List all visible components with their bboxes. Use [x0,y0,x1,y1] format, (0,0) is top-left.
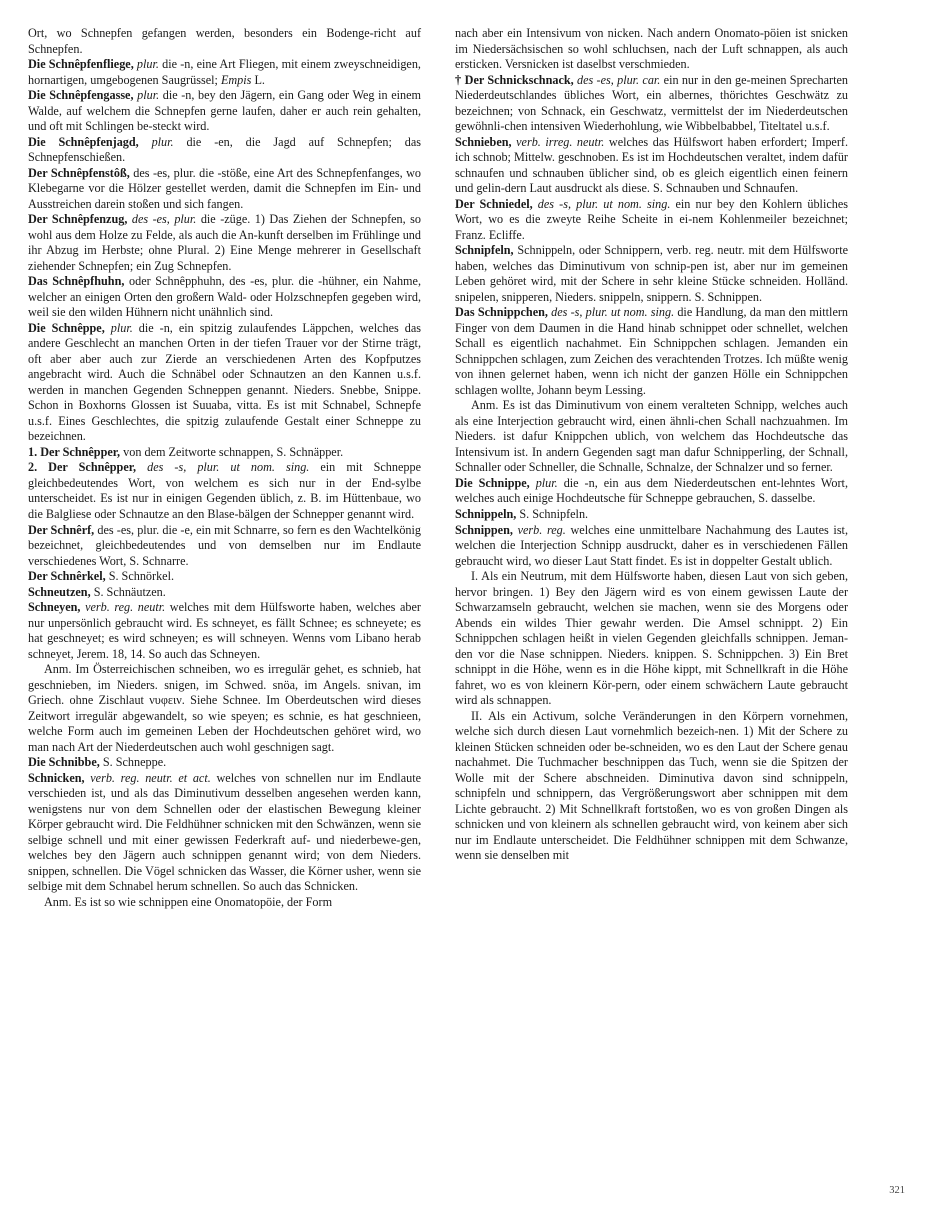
entry-headword: 1. Der Schnêpper, [28,444,121,459]
entry-headword: Das Schnêpfhuhn, [28,274,125,289]
entry-body: von dem Zeitworte schnappen, S. Schnäpper. [120,444,344,459]
entry-headword: Schnippeln, [455,506,517,521]
entry-headword: Schnicken, [28,770,85,785]
dictionary-entry [28,460,421,522]
entry-grammar: plur. [529,475,558,490]
entry-note: Anm. Es ist das Diminutivum von einem veralteten Schnipp, welches auch als eine Interjection gebraucht wird, einen ähnli-chen Schall nachzuahmen. Im Nieders. ist dafur Knippchen ublich, von welchem das Hochdeutsche das Intensivum ist. In andern Gegenden sagt man dafur Schnipperling, der Schnall, Schnaller oder Schneller, die Schnalle, Schnalze, der Schnalzer und so ferner. [455,398,848,475]
entry-grammar: plur. [138,134,174,149]
dictionary-entry [28,321,421,445]
entry-body: welches das Hülfswort haben erfordert; Imperf. ich schnob; Mittelw. geschnoben. Es ist im Hochdeutschen veraltet, indem dafür schnaufen und schnauben üblicher sind, ob es gleich eigentlich einen feinern und gelin-dern Laut ausdruckt als diese. S. Schnauben und Schnaufen. [455,134,848,196]
entry-grammar: plur. [104,320,133,335]
dictionary-entry [455,197,848,244]
entry-grammar: des -s, plur. ut nom. sing. [547,305,675,320]
entry-body: ein mit Schneppe gleichbedeutendes Wort, von welchem es sich nur in der End-sylbe unterscheidet. Es ist nur in einigen Gegenden üblich, z. B. im Hüttenbaue, wo die Balgliese oder Schnautze an den Blase-bälgen der Schnepper genannt wird. [28,460,421,521]
entry-body: welches mit dem Hülfsworte haben, welches aber nur unpersönlich gebraucht wird. Es schneyet, es fällt Schnee; es schneyete; es hat geschneyet; es wird schneyen; es will schneyen. Wenns vom Libano herab schneyet, Jerem. 18, 14. So auch das Schneyen. [28,600,421,661]
dictionary-entry [28,600,421,662]
entry-body: die -züge. 1) Das Ziehen der Schnepfen, so wohl aus dem Holze zu Felde, als auch die An-kunft derselben im Frühlinge und ihr Abzug im Herbste; ohne Plural. 2) Eine Menge mehrerer in Gesellschaft ziehender Schnepfen; ein Zug Schnepfen. [28,212,421,273]
entry-headword: Der Schnêpfenstôß, [28,165,130,180]
dictionary-entry [28,166,421,213]
entry-headword: Das Schnippchen, [455,305,548,320]
entry-headword: Die Schnêppe, [28,320,105,335]
entry-grammar: verb. reg. [512,522,566,537]
entry-tail: L. [251,72,265,87]
dictionary-entry [455,135,848,197]
entry-body: S. Schnäutzen. [90,584,166,599]
column-continuation-text: Ort, wo Schnepfen gefangen werden, besonders ein Bodenge-richt auf Schnepfen. [28,26,421,56]
entry-headword: Schnipfeln, [455,243,514,258]
entry-body: die -n, ein aus dem Niederdeutschen ent-lehntes Wort, welches auch einige Hochdeutsche für Schneppe gebrauchen, S. dasselbe. [455,475,848,506]
dictionary-entry [28,569,421,585]
entry-body: S. Schnipfeln. [516,506,589,521]
entry-headword: Die Schnippe, [455,475,530,490]
dictionary-entry [28,755,421,771]
entry-headword: Schnieben, [455,134,512,149]
entry-headword: 2. Der Schnêpper, [28,460,137,475]
entry-headword: Die Schnêpfengasse, [28,88,134,103]
column-continuation-text: nach aber ein Intensivum von nicken. Nach andern Onomato-pöien ist snicken im Niedersächsischen so wohl schluchsen, nach der Luft schnappen, als auch ersticken. Versnicken ist daselbst verschmieden. [455,26,848,72]
dictionary-entry [455,523,848,570]
entry-headword: Der Schnêrf, [28,522,95,537]
entry-body: des -es, plur. die -stöße, eine Art des Schnepfenfanges, wo Klebegarne vor die Hölzer gestellet werden, damit die Schnepfen im Ein- und Ausstreichen darein stoßen und sich fangen. [28,165,421,211]
entry-headword: Schneyen, [28,600,81,615]
entry-grammar: des -es, plur. car. [573,72,661,87]
dictionary-entry [28,212,421,274]
entry-body: die -n, ein spitzig zulaufendes Läppchen, welches das andere Geschlecht an manchen Orten in der tiefen Trauer vor der Stirne trägt, oft aber aber auch zur Zierde an verschiedenen Arten des Kopfputzes angebracht wird. Auch die Schnäbel oder Schnautzen an den Kannen u.s.f. werden in manchen Gegenden Schneppen genannt. Nieders. Snebbe, Snippe. Schon in Boxhorns Glossen ist Suuaba, vitta. Es ist mit Schnabel, Schnepfe u.s.f. Eines Geschlechtes, die spitzig zulaufende Gestalt einer Schneppe zu bezeichnen. [28,320,421,444]
entry-body: S. Schnörkel. [105,569,175,584]
entry-body: welches von schnellen nur im Endlaute verschieden ist, und als das Diminutivum desselben angesehen werden kann, wenigstens nur von dem Schnellen oder der elastischen Bewegung kleiner Körper gebraucht wird. Die Feldhühner schnicken mit den Schwänzen, wenn sie selbige schnell und mit einer gewissen Federkraft auf- und niederbewe-gen, welches bey den Jägern auch schnippen genannt wird; von dem Nieders. snippen, schnellen. Die Vögel schnicken das Wasser, die Körner usher, wenn sie selbige mit dem Schnabel herum schnellen. So auch das Schnicken. [28,770,421,894]
entry-grammar: plur. [133,57,159,72]
entry-headword: Die Schnêpfenjagd, [28,134,139,149]
two-column-layout [28,26,907,1166]
entry-note: Anm. Im Österreichischen schneiben, wo es irregulär gehet, es schnieb, hat geschnieben, im Nieders. snigen, im Schwed. snöa, im Angels. snivan, im Griech. ohne Zischlaut νυφειν. Siehe Schnee. Im Oberdeutschen wird dieses Zeitwort irregulär abgewandelt, so wie speyen; es schnie, es hat geschnieen, welche Form auch im gemeinen Leben der Hochdeutschen gehöret wird, wo man nach Art der Niederdeutschen auch wohl geschnigen sagt. [28,662,421,754]
entry-headword: Schnippen, [455,522,513,537]
entry-headword: † Der Schnickschnack, [455,72,574,87]
dictionary-entry [28,88,421,135]
entry-grammar: verb. reg. neutr. et act. [84,770,211,785]
dictionary-entry [455,243,848,305]
entry-note: I. Als ein Neutrum, mit dem Hülfsworte haben, diesen Laut von sich geben, hervor bringen. 1) Bey den Jägern wird es von einem gewissen Laute der Schwarzamseln gebraucht, welchen sie machen, wenn sie des Morgens oder Abends ein wildes Thier gewahr werden. Die Amsel schnippt. 2) Ein Schnippchen schlagen heißt in vielen Gegenden gleichfalls schnippen. Jeman-den vor die Nase schnippen. Nieders. knippen. S. Schnippchen. 3) Ein Bret schnippt in die Höhe, wenn es in die Höhe kippt, mit Schnellkraft in die Höhe fahret, wo es von kleinern Kör-pern, oder einem schwächern Laute gebraucht wird als schnappen. [455,569,848,708]
dictionary-entry [28,135,421,166]
entry-body: welches eine unmittelbare Nachahmung des Lautes ist, welchen die Interjection Schnipp ausdruckt, daher es in verschiedenen Fällen gebraucht wird, wo dieser Laut Statt findet. Es ist in doppelter Gestalt ublich. [455,522,848,568]
dictionary-entry [455,507,848,523]
page-number: 321 [889,1185,905,1196]
entry-grammar: verb. reg. neutr. [80,600,166,615]
entry-grammar: verb. irreg. neutr. [511,134,605,149]
entry-headword: Schneutzen, [28,584,91,599]
entry-grammar: des -s, plur. ut nom. sing. [532,196,671,211]
left-text-column [28,26,421,1166]
entry-headword: Die Schnibbe, [28,755,100,770]
dictionary-entry [28,523,421,570]
entry-headword: Der Schnêrkel, [28,569,106,584]
entry-body: ein nur in den ge-meinen Sprecharten Niederdeutschlandes übliches Wort, ein albernes, thörichtes Geschwätz zu bezeichnen; von Schnack, ein Geschwatz, vermittelst der im Niederdeutschen gewöhnli-chen intensiven Wiederhohlung, wie Wibbelbabbel, Titeltatel u.s.f. [455,72,848,134]
entry-latin-term: Empis [220,72,252,87]
dictionary-entry [28,445,421,461]
entry-note: II. Als ein Activum, solche Veränderungen in den Körpern vornehmen, welche sich durch diesen Laut vornehmlich bezeich-nen. 1) Mit der Schere zu kleinen Stücken schneiden oder be-schneiden, wo es den Laut der Schere genau nachahmet. Die Tuchmacher beschnippen das Tuch, wenn sie die Spitzen der Wolle mit der Schere abschneiden. Diminutiva davon sind schnippeln, schnipfeln und schnippern, das Vergrößerungswort aber schnippen mit dem Lichte gebraucht. 2) Mit Schnellkraft fortstoßen, wo es von großen Dingen als schnicken und von kleinern als schnellen gebraucht wird, von keinem aber sich nur im Endlaute unterscheidet. Die Feldhühner schnippen mit dem Schwanze, wenn sie denselben mit [455,708,848,863]
entry-body: Schnippeln, oder Schnippern, verb. reg. neutr. mit dem Hülfsworte haben, welches das Diminutivum von schnip-pen ist, aber nur im gemeinen Leben gehöret wird, mit der Schere in sehr kleine Stücke schneiden. Holländ. snipelen, snipperen, Nieders. snippeln, snippern. S. Schnippen. [455,243,848,304]
entry-body: ein nur bey den Kohlern übliches Wort, wo es die zweyte Reihe Scheite in ei-nem Kohlenmeiler bezeichnet; Franz. Ecliffe. [455,196,848,242]
entry-grammar: des -s, plur. ut nom. sing. [136,460,310,475]
entry-headword: Der Schniedel, [455,196,533,211]
entry-grammar: des -es, plur. [127,212,197,227]
dictionary-entry [28,585,421,601]
entry-note: Anm. Es ist so wie schnippen eine Onomatopöie, der Form [44,894,333,909]
dictionary-entry [455,73,848,135]
dictionary-entry [455,305,848,398]
dictionary-entry [455,476,848,507]
entry-body: die -en, die Jagd auf Schnepfen; das Schnepfenschießen. [28,134,421,165]
entry-body: des -es, plur. die -e, ein mit Schnarre, so fern es den Wachtelkönig bezeichnet, gleichbedeutendes und von demselben nur im Endlaute verschiedenes Wort, S. Schnarre. [28,522,422,568]
entry-body: die -n, bey den Jägern, ein Gang oder Weg in einem Walde, auf welchem die Schnepfen gerne laufen, daher er auch rein gehalten, und oft mit Schlingen be-steckt wird. [28,88,421,134]
entry-grammar: plur. [133,88,160,103]
entry-body: S. Schneppe. [99,755,167,770]
entry-headword: Der Schnêpfenzug, [28,212,128,227]
dictionary-entry [28,771,421,895]
entry-body: die Handlung, da man den mittlern Finger von dem Daumen in die Hand hinab schnippet oder schnellet, welchen Schall es eigentlich nachahmet. Ein Schnippchen schlagen. Jemanden ein Schnippchen schlagen, zum Zeichen des verachtenden Trotzes. Ich müßte wenig von ihnen gelernet haben, wenn ich nicht der ganzen Hölle ein Schnippchen schlagen wollte, Johann beym Lessing. [455,305,849,397]
entry-headword: Die Schnêpfenfliege, [28,57,134,72]
right-text-column [455,26,848,1166]
dictionary-entry [28,57,421,88]
dictionary-entry [28,274,421,321]
entry-body: oder Schnêpphuhn, des -es, plur. die -hühner, ein Nahme, welcher an einigen Orten den großern Wald- oder Holzschnepfen gegeben wird, weil sie den wilden Hühnern nicht unähnlich sind. [28,274,421,320]
entry-body: die -n, eine Art Fliegen, mit einem zweyschneidigen, hornartigen, umgebogenen Saugrüssel; [28,57,421,87]
